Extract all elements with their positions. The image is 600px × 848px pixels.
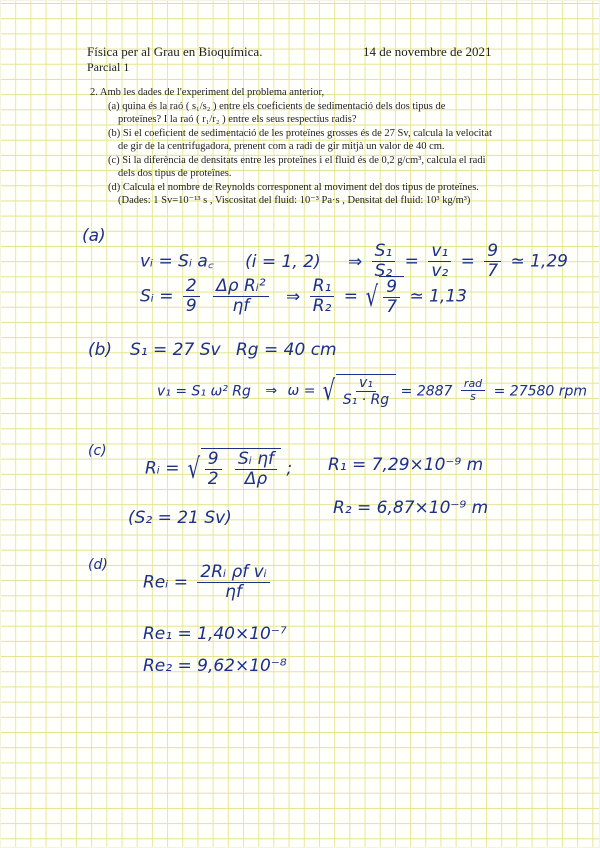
radius-1-result: R₁ = 7,29×10⁻⁹ m: [328, 455, 484, 475]
problem-part-d-line1: (d) Calcula el nombre de Reynolds corresponent al moviment del dos tipus de proteïnes.: [108, 181, 479, 193]
radius-2-result: R₂ = 6,87×10⁻⁹ m: [333, 498, 489, 518]
part-b-label: (b): [88, 340, 113, 360]
omega-lhs: ω =: [287, 383, 316, 400]
part-b-eq: [157, 374, 587, 408]
sqrt-radius: √ $\frac{9}{2}$ $\frac{\text{Sᵢ ηf}}{\Delta\rho}$: [185, 448, 281, 489]
separator: ;: [286, 458, 293, 479]
given-rg: Rg = 40 cm: [236, 340, 337, 360]
implies-arrow-2: ⇒: [286, 286, 301, 307]
ratio-s: $\frac{\text{S₁}}{\text{S₂}}$: [372, 242, 396, 281]
rpm-value: = 27580 rpm: [493, 383, 588, 400]
velocity-equation: vᵢ = Sᵢ a꜀: [140, 251, 214, 272]
reynolds-1-result: Re₁ = 1,40×10⁻⁷: [143, 624, 287, 644]
index-range: (i = 1, 2): [245, 251, 321, 272]
problem-part-c-line2: dels dos tipus de proteïnes.: [118, 168, 232, 179]
radius-lhs: Rᵢ =: [145, 458, 180, 479]
omega-value: = 2887: [400, 383, 453, 400]
sed-coef-lhs: Sᵢ =: [140, 286, 174, 307]
part-d-label: (d): [88, 557, 108, 573]
problem-data-line: (Dades: 1 Sv=10⁻¹³ s , Viscositat del fluid: 10⁻³ Pa·s , Densitat del fluid: 10³ kg/m³): [118, 195, 471, 206]
sqrt-ratio: √ $\frac{9}{7}$: [363, 276, 404, 317]
problem-intro: 2. Amb les dades de l'experiment del problema anterior,: [90, 87, 325, 98]
problem-part-c-line1: (c) Si la diferència de densitats entre les proteïnes i el fluid és de 0,2 g/cm³, calcula el radi: [108, 154, 486, 166]
problem-part-a-line2: proteïnes? I la raó ( r₁/r₂ ) entre els seus respectius radis?: [118, 114, 357, 125]
part-d-eq: [143, 563, 274, 602]
exam-subtitle: Parcial 1: [87, 60, 130, 74]
stokes-fraction: $\frac{\text{Δρ Rᵢ²}}{\eta f}$: [213, 277, 269, 316]
part-c-label: (c): [88, 443, 107, 459]
problem-part-b-line1: (b) Si el coeficient de sedimentació de les proteïnes grosses és de 27 Sv, calcula la velocitat: [108, 127, 492, 139]
exam-date: 14 de novembre de 2021: [363, 44, 492, 59]
given-s1: S₁ = 27 Sv: [130, 340, 221, 360]
problem-part-b-line2: de gir de la centrifugadora, prenent com a radi de gir mitjà un valor de 40 cm.: [118, 141, 445, 152]
reynolds-2-result: Re₂ = 9,62×10⁻⁸: [143, 656, 287, 676]
ratio-v: $\frac{\text{v₁}}{\text{v₂}}$: [428, 242, 451, 281]
problem-part-a-line1: (a) quina és la raó ( s₁/s₂ ) entre els coeficients de sedimentació dels dos tipus de: [108, 100, 446, 112]
s2-value: (S₂ = 21 Sv): [128, 508, 232, 528]
reynolds-fraction: $\frac{\text{2Rᵢ ρf vᵢ}}{\eta f}$: [197, 563, 269, 602]
part-c-eq: [145, 448, 292, 489]
ratio-numeric: $\frac{9}{7}$: [484, 242, 501, 281]
two-ninths: $\frac{2}{9}$: [183, 277, 200, 316]
implies-arrow-3: ⇒: [265, 383, 278, 400]
part-a-eq2: Sᵢ = $\frac{2}{9}$ $\frac{\text{Δρ Rᵢ²}}{\eta f}$ ⇒ $\frac{\text{R₁}}{\text{R₂}}$ = √ $\frac{9}{7}$ ≃ 1,13: [140, 276, 467, 317]
part-a-eq1: vᵢ = Sᵢ a꜀ (i = 1, 2) ⇒ $\frac{\text{S₁}}{\text{S₂}}$ = $\frac{\text{v₁}}{\text{v₂}}$ = $\frac{9}{7}$ ≃ 1,29: [140, 241, 568, 281]
centrifuge-equation: v₁ = S₁ ω² Rg: [157, 383, 251, 400]
ratio-r: $\frac{\text{R₁}}{\text{R₂}}$: [310, 277, 335, 316]
ratio-s-result: ≃ 1,29: [510, 251, 568, 272]
part-a-label: (a): [82, 226, 106, 246]
sqrt-omega: √ $\frac{\text{v₁}}{\text{S₁ · Rg}}$: [320, 374, 396, 408]
problem-statement: [90, 86, 492, 208]
course-title: Física per al Grau en Bioquímica.: [87, 44, 263, 59]
rad-per-s-unit: $\frac{\text{rad}}{s}$: [461, 378, 485, 404]
reynolds-lhs: Reᵢ =: [143, 572, 188, 593]
implies-arrow: ⇒: [347, 251, 363, 272]
ratio-r-result: ≃ 1,13: [409, 286, 467, 307]
